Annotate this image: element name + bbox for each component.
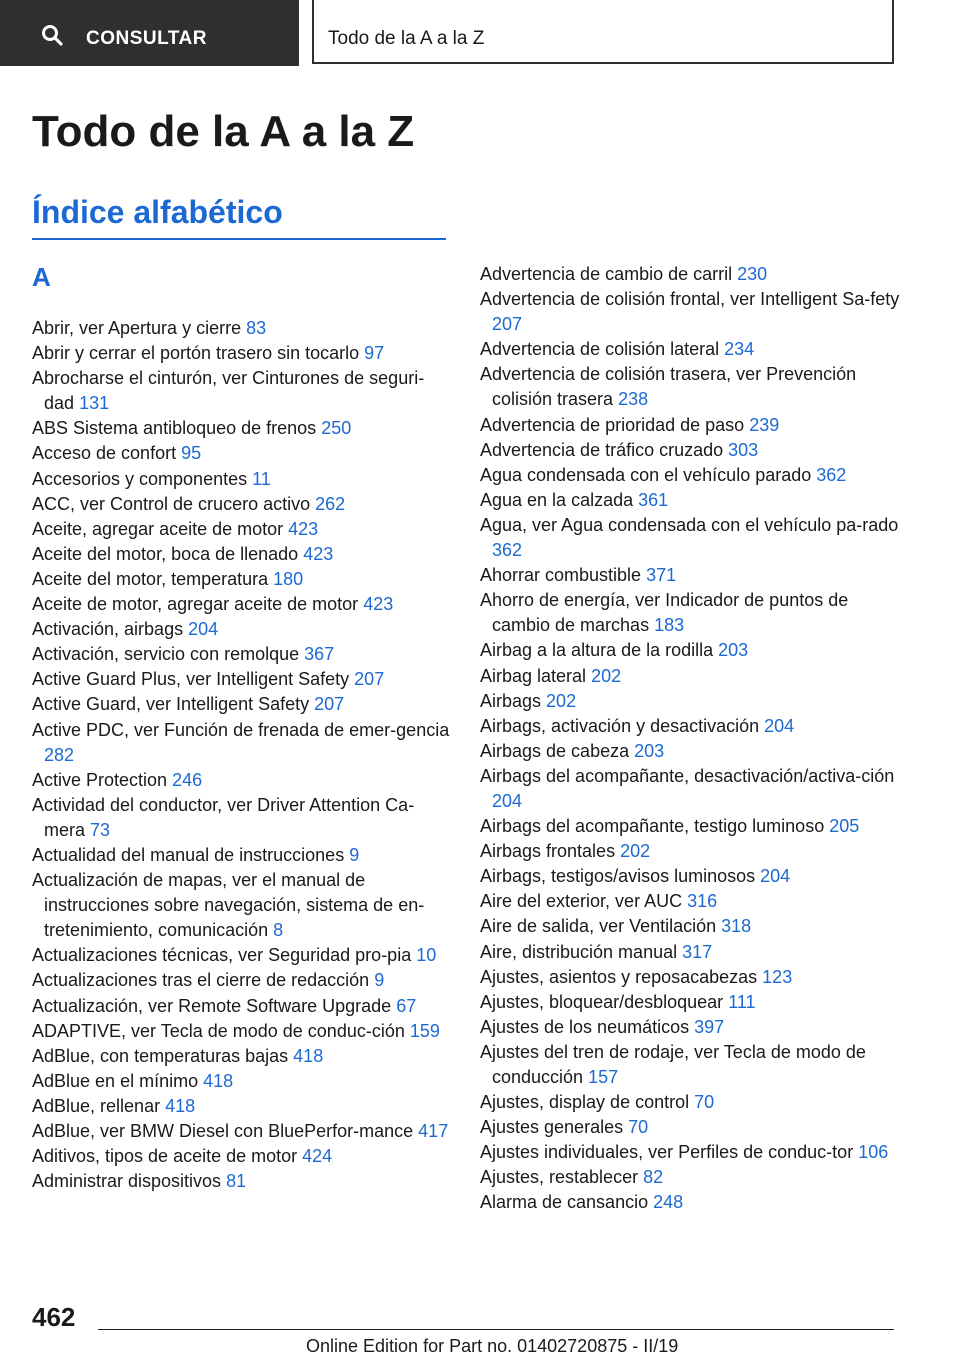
index-entry-text: Ajustes, bloquear/desbloquear — [480, 991, 724, 1012]
index-entry-text: ADAPTIVE, ver Tecla de modo de conduc-ción — [32, 1020, 405, 1041]
index-entry-page-link[interactable]: 203 — [718, 640, 749, 661]
index-entry-text: Ajustes, restablecer — [480, 1167, 639, 1188]
index-entry-page-link[interactable]: 202 — [620, 841, 651, 862]
index-entry — [32, 1169, 452, 1194]
index-entry-text: Agua condensada con el vehículo parado — [480, 464, 812, 485]
index-entry-text: Actualizaciones técnicas, ver Seguridad pro-pia — [32, 945, 412, 966]
index-entry-text: Activación, servicio con remolque — [32, 644, 300, 665]
consult-tab[interactable] — [0, 0, 299, 66]
index-entry — [32, 1119, 452, 1144]
index-entry-page-link[interactable]: 203 — [634, 740, 665, 761]
index-entry — [480, 362, 900, 412]
index-entry-text: ABS Sistema antibloqueo de frenos — [32, 418, 317, 439]
index-entry — [32, 316, 452, 341]
index-entry-text: AdBlue, con temperaturas bajas — [32, 1045, 289, 1066]
index-entry-text: Active PDC, ver Función de frenada de emer-gencia — [32, 719, 450, 740]
page-title: Todo de la A a la Z — [32, 107, 415, 156]
index-entry-page-link[interactable]: 70 — [628, 1117, 649, 1138]
index-entry-page-link[interactable]: 207 — [354, 669, 385, 690]
index-entry-text: Agua en la calzada — [480, 489, 634, 510]
index-entry-page-link[interactable]: 95 — [181, 443, 202, 464]
index-entry — [32, 341, 452, 366]
index-entry — [32, 592, 452, 617]
index-entry — [480, 914, 900, 939]
index-entry-page-link[interactable]: 205 — [829, 816, 860, 837]
index-entry — [480, 413, 900, 438]
index-entry-page-link[interactable]: 159 — [409, 1020, 440, 1041]
index-entry-page-link[interactable]: 82 — [643, 1167, 664, 1188]
index-column-left — [32, 316, 452, 1194]
index-entry-page-link[interactable]: 123 — [762, 966, 793, 987]
index-entry — [480, 1190, 900, 1215]
index-entry — [32, 968, 452, 993]
index-entry-page-link[interactable]: 262 — [315, 493, 346, 514]
index-entry — [480, 1140, 900, 1165]
index-entry — [32, 617, 452, 642]
index-entry-text: Ajustes generales — [480, 1117, 624, 1138]
index-entry-page-link[interactable]: 9 — [374, 970, 385, 991]
index-entry-page-link[interactable]: 303 — [728, 439, 759, 460]
index-entry — [32, 1069, 452, 1094]
index-entry-page-link[interactable]: 207 — [492, 314, 523, 335]
index-entry-text: Activación, airbags — [32, 619, 184, 640]
index-entry — [480, 513, 900, 563]
index-entry — [480, 839, 900, 864]
index-entry-text: Airbags, testigos/avisos luminosos — [480, 866, 756, 887]
index-entry-page-link[interactable]: 8 — [273, 920, 284, 941]
index-entry — [480, 764, 900, 814]
index-entry-text: Abrir y cerrar el portón trasero sin tocarlo — [32, 343, 360, 364]
index-entry-text: Abrir, ver Apertura y cierre — [32, 318, 242, 338]
index-letter: A — [32, 262, 51, 292]
index-entry-page-link[interactable]: 183 — [654, 615, 685, 636]
consult-label: CONSULTAR — [86, 28, 207, 49]
index-entry — [480, 889, 900, 914]
index-entry — [480, 337, 900, 362]
index-entry-text: Airbags — [480, 690, 542, 711]
index-entry — [32, 542, 452, 567]
index-entry-page-link[interactable]: 202 — [591, 665, 622, 686]
index-entry-page-link[interactable]: 316 — [687, 891, 718, 912]
index-entry — [32, 642, 452, 667]
index-entry-text: Airbags del acompañante, testigo luminoso — [480, 816, 825, 837]
index-entry — [32, 843, 452, 868]
index-entry-text: Aditivos, tipos de aceite de motor — [32, 1146, 298, 1167]
section-divider — [32, 238, 446, 240]
index-entry-text: Active Protection — [32, 769, 168, 790]
index-entry — [32, 943, 452, 968]
index-entry-text: Active Guard, ver Intelligent Safety — [32, 694, 310, 715]
index-entry-page-link[interactable]: 361 — [638, 489, 669, 510]
index-entry-page-link[interactable]: 239 — [749, 414, 780, 435]
breadcrumb-label: Todo de la A a la Z — [328, 28, 485, 49]
index-entry-page-link[interactable]: 362 — [816, 464, 847, 485]
index-entry — [480, 1165, 900, 1190]
footer-divider — [98, 1329, 894, 1330]
index-entry — [32, 441, 452, 466]
index-entry — [480, 990, 900, 1015]
index-entry — [480, 438, 900, 463]
index-entry — [480, 488, 900, 513]
index-entry-text: Ajustes de los neumáticos — [480, 1016, 690, 1037]
index-entry-text: Alarma de cansancio — [480, 1192, 649, 1213]
index-entry-text: Airbags frontales — [480, 841, 616, 862]
index-entry-text: Aire de salida, ver Ventilación — [480, 916, 717, 937]
index-entry-text: Advertencia de prioridad de paso — [480, 414, 745, 435]
index-entry-page-link[interactable]: 73 — [90, 819, 111, 840]
index-entry — [480, 739, 900, 764]
index-entry-text: Aceite de motor, agregar aceite de motor — [32, 594, 359, 615]
index-entry-text: Airbags de cabeza — [480, 740, 630, 761]
index-entry — [480, 1040, 900, 1090]
index-entry-text: Administrar dispositivos — [32, 1171, 222, 1192]
index-entry — [480, 287, 900, 337]
index-entry — [32, 517, 452, 542]
index-entry — [32, 1044, 452, 1069]
top-navigation — [0, 0, 960, 66]
index-entry — [480, 588, 900, 638]
page-number: 462 — [32, 1302, 76, 1332]
index-entry-page-link[interactable]: 10 — [416, 945, 437, 966]
index-entry-text: AdBlue en el mínimo — [32, 1070, 199, 1091]
index-entry-text: Actualizaciones tras el cierre de redacción — [32, 970, 370, 991]
index-entry-text: Airbag a la altura de la rodilla — [480, 640, 714, 661]
index-entry — [32, 718, 452, 768]
index-entry-text: Actualización de mapas, ver el manual de instrucciones sobre navegación, sistema de en-tretenimiento, comunicación — [32, 870, 425, 941]
index-entry-page-link[interactable]: 418 — [293, 1045, 324, 1066]
index-entry — [480, 1015, 900, 1040]
index-entry-page-link[interactable]: 83 — [246, 318, 267, 338]
index-entry-text: Airbags del acompañante, desactivación/activa-ción — [480, 765, 895, 786]
index-entry — [32, 793, 452, 843]
index-entry-page-link[interactable]: 371 — [646, 565, 677, 586]
index-entry-page-link[interactable]: 202 — [546, 690, 577, 711]
index-entry-page-link[interactable]: 397 — [694, 1016, 725, 1037]
index-entry — [480, 689, 900, 714]
section-title: Índice alfabético — [32, 194, 283, 230]
index-entry — [32, 1144, 452, 1169]
index-entry-page-link[interactable]: 423 — [303, 543, 334, 564]
index-entry-page-link[interactable]: 204 — [188, 619, 219, 640]
index-entry-page-link[interactable]: 417 — [418, 1121, 449, 1141]
index-entry-page-link[interactable]: 238 — [618, 389, 649, 410]
index-entry-text: Advertencia de cambio de carril — [480, 264, 733, 284]
index-entry-page-link[interactable]: 246 — [172, 769, 203, 790]
index-entry-text: Aire del exterior, ver AUC — [480, 891, 683, 912]
index-entry-text: Actividad del conductor, ver Driver Attention Ca-mera — [32, 794, 415, 840]
index-entry-page-link[interactable]: 131 — [79, 393, 110, 414]
index-entry-text: Ajustes individuales, ver Perfiles de conduc-tor — [480, 1142, 854, 1163]
index-entry-text: Aceite del motor, boca de llenado — [32, 543, 299, 564]
index-entry — [480, 1090, 900, 1115]
index-entry-page-link[interactable]: 423 — [363, 594, 394, 615]
index-entry — [32, 692, 452, 717]
index-entry — [32, 416, 452, 441]
index-entry — [480, 563, 900, 588]
index-entry-text: Actualización, ver Remote Software Upgrade — [32, 995, 392, 1016]
index-entry-text: Acceso de confort — [32, 443, 177, 464]
index-entry-text: Ahorrar combustible — [480, 565, 642, 586]
index-entry-page-link[interactable]: 204 — [492, 790, 523, 811]
index-entry-text: Actualidad del manual de instrucciones — [32, 844, 345, 865]
index-entry-text: Abrocharse el cinturón, ver Cinturones de seguri-dad — [32, 368, 425, 414]
index-entry-text: Advertencia de tráfico cruzado — [480, 439, 724, 460]
index-entry — [32, 868, 452, 943]
index-entry-text: Aire, distribución manual — [480, 941, 678, 962]
index-entry-page-link[interactable]: 318 — [721, 916, 752, 937]
index-entry-text: Ahorro de energía, ver Indicador de puntos de cambio de marchas — [480, 590, 849, 636]
index-entry — [32, 768, 452, 793]
index-entry-text: Accesorios y componentes — [32, 468, 248, 489]
index-entry-text: Aceite del motor, temperatura — [32, 568, 269, 589]
search-icon — [40, 23, 64, 47]
index-entry — [480, 940, 900, 965]
index-entry-text: Agua, ver Agua condensada con el vehículo pa-rado — [480, 514, 899, 535]
index-entry-page-link[interactable]: 282 — [44, 744, 75, 765]
index-entry-text: AdBlue, rellenar — [32, 1095, 161, 1116]
index-entry-text: AdBlue, ver BMW Diesel con BluePerfor-mance — [32, 1121, 414, 1141]
index-entry-page-link[interactable]: 250 — [321, 418, 352, 439]
index-entry-page-link[interactable]: 234 — [724, 339, 755, 360]
index-entry — [32, 567, 452, 592]
index-entry — [480, 965, 900, 990]
index-entry-text: Airbags, activación y desactivación — [480, 715, 760, 736]
index-entry — [32, 994, 452, 1019]
index-entry-page-link[interactable]: 111 — [728, 991, 756, 1012]
breadcrumb[interactable] — [312, 0, 894, 64]
index-entry — [32, 667, 452, 692]
index-entry — [32, 1094, 452, 1119]
index-entry — [32, 366, 452, 416]
index-entry — [480, 664, 900, 689]
index-entry-page-link[interactable]: 204 — [760, 866, 791, 887]
index-column-right — [480, 262, 900, 1216]
index-entry — [480, 463, 900, 488]
index-entry — [480, 262, 900, 287]
index-entry-page-link[interactable]: 157 — [588, 1067, 619, 1087]
index-entry-page-link[interactable]: 424 — [302, 1146, 333, 1167]
index-entry — [32, 492, 452, 517]
index-entry-page-link[interactable]: 204 — [764, 715, 795, 736]
index-entry-page-link[interactable]: 423 — [288, 518, 319, 539]
index-entry-text: Advertencia de colisión trasera, ver Prevención colisión trasera — [480, 364, 857, 410]
index-entry-page-link[interactable]: 317 — [682, 941, 713, 962]
index-entry-page-link[interactable]: 207 — [314, 694, 345, 715]
index-entry-text: Active Guard Plus, ver Intelligent Safety — [32, 669, 350, 690]
index-entry-text: Ajustes, asientos y reposacabezas — [480, 966, 758, 987]
index-entry — [480, 1115, 900, 1140]
index-entry-text: Advertencia de colisión lateral — [480, 339, 720, 360]
index-entry-text: Airbag lateral — [480, 665, 587, 686]
index-entry-page-link[interactable]: 367 — [304, 644, 335, 665]
index-entry — [480, 864, 900, 889]
index-entry-page-link[interactable]: 97 — [364, 343, 385, 364]
index-entry-page-link[interactable]: 106 — [858, 1142, 889, 1163]
index-entry-page-link[interactable]: 70 — [694, 1092, 715, 1113]
index-entry-page-link[interactable]: 9 — [349, 844, 360, 865]
index-entry — [480, 714, 900, 739]
index-entry — [32, 467, 452, 492]
index-entry-page-link[interactable]: 362 — [492, 540, 523, 561]
index-entry-text: Ajustes del tren de rodaje, ver Tecla de modo de conducción — [480, 1041, 866, 1087]
index-entry-text: Advertencia de colisión frontal, ver Intelligent Sa-fety — [480, 289, 900, 310]
index-entry-text: ACC, ver Control de crucero activo — [32, 493, 311, 514]
index-entry-page-link[interactable]: 230 — [737, 264, 768, 284]
index-entry-page-link[interactable]: 11 — [252, 468, 271, 489]
index-entry — [32, 1019, 452, 1044]
index-entry-page-link[interactable]: 81 — [226, 1171, 247, 1192]
index-entry-page-link[interactable]: 180 — [273, 568, 304, 589]
index-entry-page-link[interactable]: 67 — [396, 995, 417, 1016]
footer-edition: Online Edition for Part no. 01402720875 - II/19 — [306, 1336, 679, 1356]
index-entry-page-link[interactable]: 418 — [165, 1095, 196, 1116]
index-entry — [480, 638, 900, 663]
index-entry-text: Aceite, agregar aceite de motor — [32, 518, 284, 539]
index-entry — [480, 814, 900, 839]
index-entry-page-link[interactable]: 418 — [203, 1070, 234, 1091]
index-entry-page-link[interactable]: 248 — [653, 1192, 684, 1213]
index-entry-text: Ajustes, display de control — [480, 1092, 690, 1113]
